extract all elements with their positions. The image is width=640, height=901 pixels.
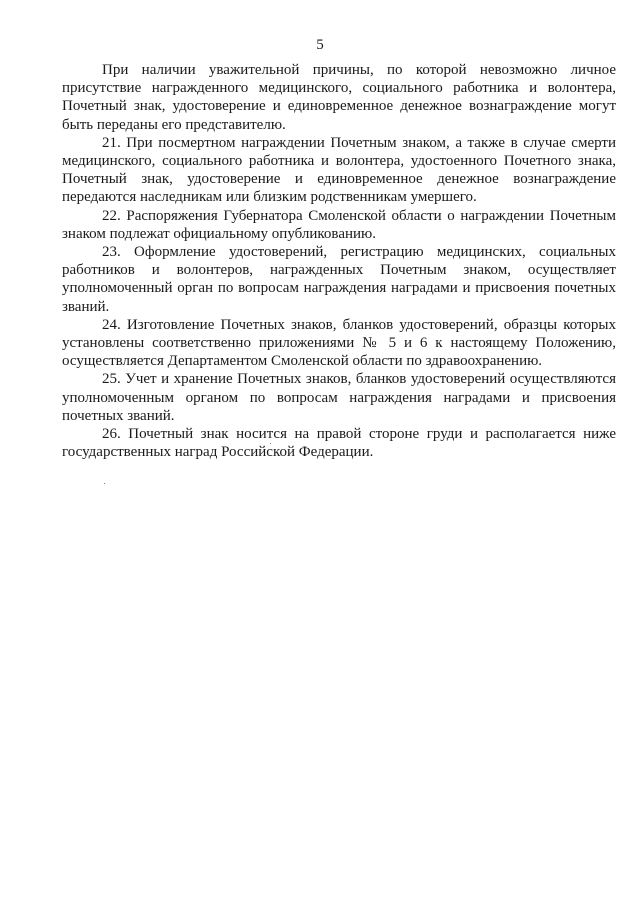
paragraph-25: 25. Учет и хранение Почетных знаков, бланков удостоверений осуществляются уполномоченным органом по вопросам награждения наградами и присвоения почетных званий. xyxy=(62,371,616,424)
page-number: 5 xyxy=(316,37,324,53)
paragraph-26: 26. Почетный знак носится на правой стороне груди и располагается ниже государственных наград Российской Федерации. xyxy=(62,426,616,461)
paragraph-22: 22. Распоряжения Губернатора Смоленской области о награждении Почетным знаком подлежат официальному опубликованию. xyxy=(62,207,616,242)
document-body xyxy=(62,61,616,461)
scan-speck xyxy=(104,483,105,484)
paragraph-21: 21. При посмертном награждении Почетным знаком, а также в случае смерти медицинского, социального работника и волонтера, удостоенного Почетного знака, Почетный знак, удостоверение и единовременное денежное вознаграждение передаются наследникам или близким родственникам умершего. xyxy=(62,134,616,206)
scan-speck xyxy=(270,443,271,444)
paragraph-24: 24. Изготовление Почетных знаков, бланков удостоверений, образцы которых установлены соответственно приложениями № 5 и 6 к настоящему Положению, осуществляется Департаментом Смоленской области по здравоохранению. xyxy=(62,316,616,370)
paragraph-representative-transfer: При наличии уважительной причины, по которой невозможно личное присутствие награжденного медицинского, социального работника и волонтера, Почетный знак, удостоверение и единовременное денежное вознаграждение могут быть переданы его представителю. xyxy=(62,62,616,133)
paragraph-23: 23. Оформление удостоверений, регистрацию медицинских, социальных работников и волонтеров, награжденных Почетным знаком, осуществляет уполномоченный орган по вопросам награждения наградами и присвоения почетных званий. xyxy=(62,244,616,315)
